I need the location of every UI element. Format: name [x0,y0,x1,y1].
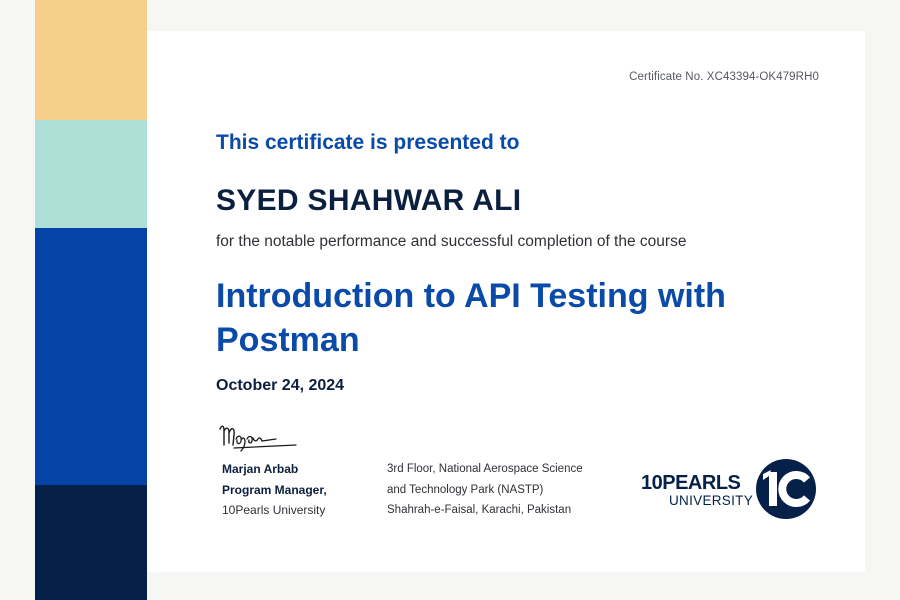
address-line-3: Shahrah-e-Faisal, Karachi, Pakistan [387,504,572,516]
10pearls-university-logo [641,456,821,520]
signature-image [216,421,306,455]
decorative-stripe-yellow [35,0,147,120]
presented-to-heading: This certificate is presented to [216,131,520,154]
course-title: Introduction to API Testing with Postman [216,277,726,359]
signatory-name: Marjan Arbab [222,462,299,476]
decorative-stripe-teal [35,120,147,228]
signatory-block [222,459,327,521]
certificate-card [147,31,865,572]
address-line-2: and Technology Park (NASTP) [387,483,544,496]
address-line-1: 3rd Floor, National Aerospace Science [387,463,583,475]
logo-10-mark-icon [755,458,817,520]
recipient-name: SYED SHAHWAR ALI [216,184,522,217]
organization-address [387,459,583,521]
logo-text-brand: 10PEARLS [641,472,741,494]
logo-text-university: UNIVERSITY [669,493,754,508]
signatory-organization: 10Pearls University [222,503,326,517]
decorative-stripe-blue [35,228,147,485]
decorative-stripe-navy [35,485,147,600]
issue-date: October 24, 2024 [216,377,345,394]
certificate-number: Certificate No. XC43394-OK479RH0 [629,71,819,83]
signatory-title: Program Manager, [222,482,327,497]
completion-statement: for the notable performance and successful completion of the course [216,233,687,250]
